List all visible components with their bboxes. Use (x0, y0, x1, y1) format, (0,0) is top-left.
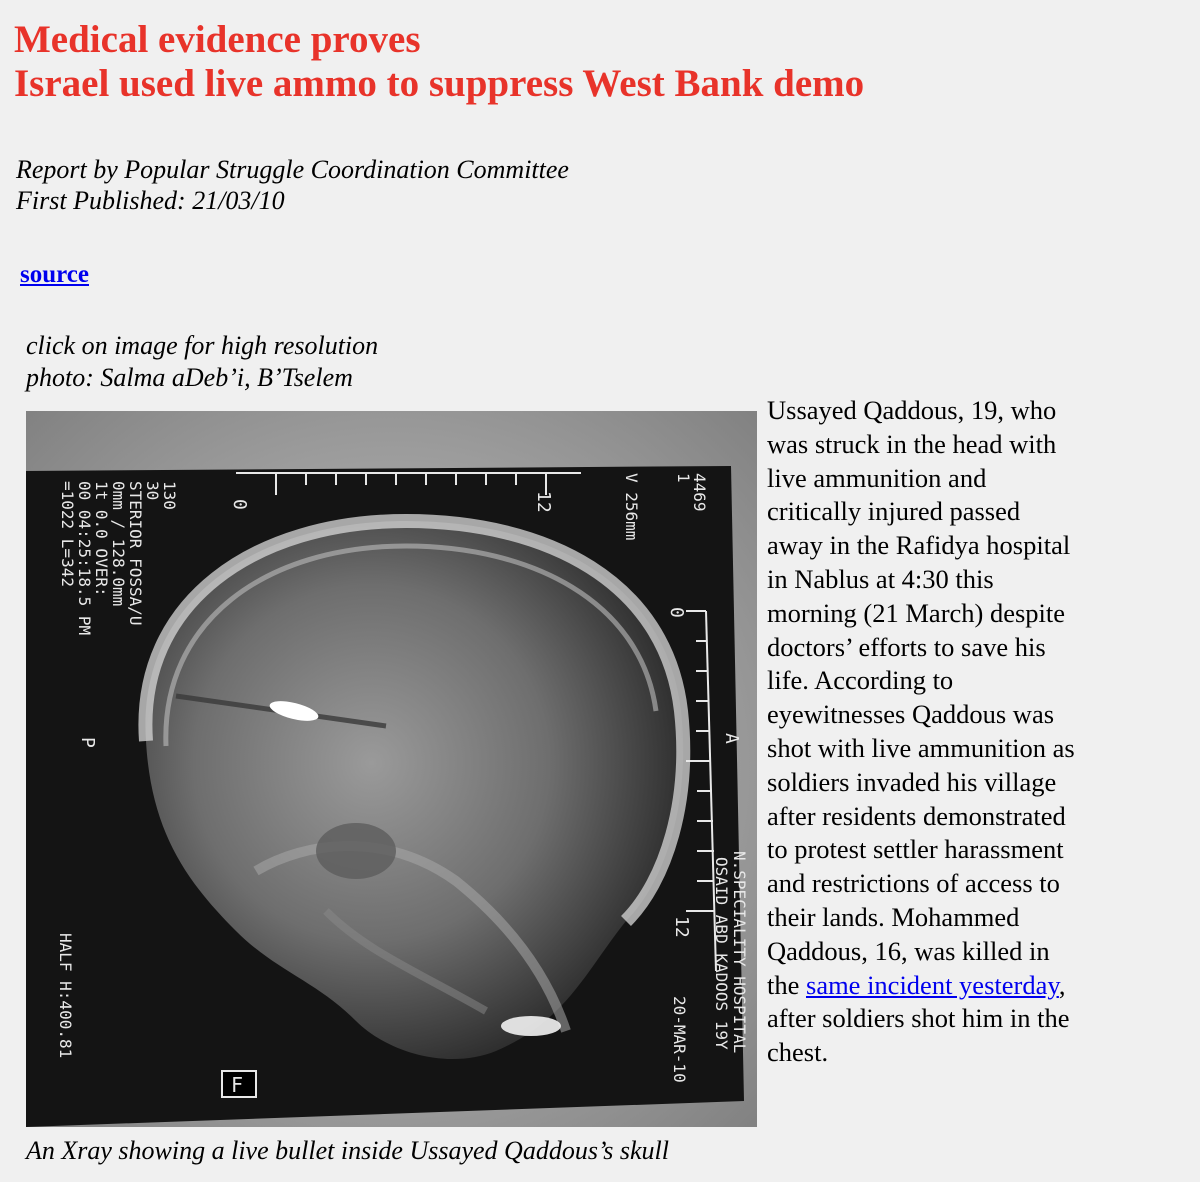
same-incident-link[interactable]: same incident yesterday (806, 969, 1059, 1000)
headline-line-1: Medical evidence proves (14, 18, 421, 61)
scan-label-line: 00 04:25:18.5 PM (75, 481, 94, 636)
report-credit: Report by Popular Struggle Coordination Committee (16, 155, 569, 184)
scan-label-line: 30 (143, 481, 162, 501)
image-hint: click on image for high resolution (26, 331, 379, 360)
image-caption: An Xray showing a live bullet inside Ussayed Qaddous’s skull (26, 1136, 669, 1165)
scan-tick-label: 0 (666, 607, 687, 618)
scan-hospital-label: N.SPECIALITY HOSPITAL (730, 851, 749, 1054)
photo-credit: photo: Salma aDeb’i, B’Tselem (26, 363, 353, 392)
source-link[interactable]: source (20, 261, 89, 288)
scan-id-label: 1 (674, 473, 693, 483)
scan-tick-label: 12 (533, 491, 554, 513)
scan-marker-label: F (231, 1073, 244, 1097)
headline-line-2: Israel used live ammo to suppress West Bank demo (14, 62, 865, 105)
scan-label-line: STERIOR FOSSA/U (126, 481, 145, 626)
scan-label-line: =1022 L=342 (58, 481, 77, 587)
article-text-end: , after soldiers shot him in the chest. (767, 969, 1070, 1068)
xray-image[interactable] (26, 411, 757, 1127)
scan-orientation-label: P (77, 737, 98, 748)
article-text: Ussayed Qaddous, 19, who was struck in the head with live ammunition and critically injured passed away in the Rafidya hospital in Nablus at 4:30 this morning (21 March) despite doctors’ efforts to save his life. According to eyewitnesses Qaddous was shot with live ammunition as soldiers invaded his village after residents demonstrated to protest settler harassment and restrictions of access to their lands. Mohammed Qaddous, 16, was killed in the (767, 395, 1075, 1000)
scan-label-line: 0mm / 128.0mm (109, 481, 128, 607)
publish-date: First Published: 21/03/10 (16, 186, 285, 215)
scan-patient-label: OSAID ABD KADOOS 19Y (712, 857, 731, 1050)
headline (14, 18, 864, 106)
xray-scan-illustration (26, 411, 757, 1127)
scan-label-line: 1t 0.0 OVER: (92, 481, 111, 597)
scan-half-label: HALF H:400.81 (56, 933, 75, 1059)
figure-notes (26, 330, 378, 394)
scan-orientation-label: A (721, 733, 742, 744)
scan-id-label: 4469 (690, 473, 709, 512)
scan-view-label: V 256mm (622, 473, 641, 541)
scan-tick-label: 0 (229, 499, 250, 510)
article-body (767, 394, 1082, 1070)
byline (16, 154, 569, 216)
scan-date-label: 20-MAR-10 (670, 996, 689, 1083)
scan-label-line: 130 (160, 481, 179, 510)
scan-tick-label: 12 (671, 916, 692, 938)
